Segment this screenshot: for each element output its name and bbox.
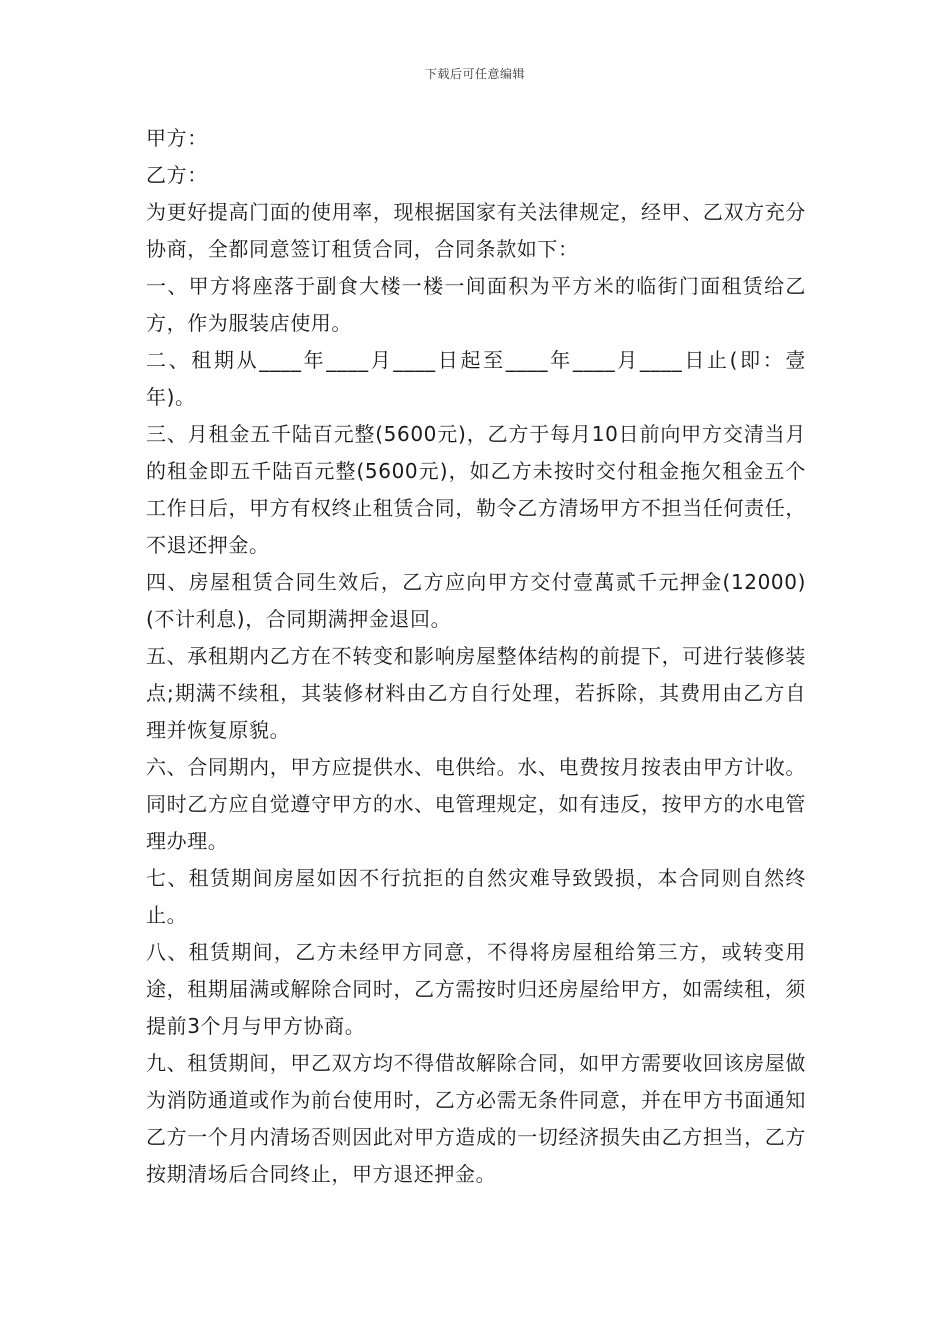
contract-body — [146, 120, 806, 1193]
clause-2: 二、租期从____年____月____日起至____年____月____日止(即：壹年)。 — [146, 348, 806, 409]
clause-9: 九、租赁期间，甲乙双方均不得借故解除合同，如甲方需要收回该房屋做为消防通道或作为前台使用时，乙方必需无条件同意，并在甲方书面通知乙方一个月内清场否则因此对甲方造成的一切经济损失由乙方担当，乙方按期清场后合同终止，甲方退还押金。 — [146, 1051, 806, 1186]
clause-7: 七、租赁期间房屋如因不行抗拒的自然灾难导致毁损，本合同则自然终止。 — [146, 866, 806, 927]
contract-intro: 为更好提高门面的使用率，现根据国家有关法律规定，经甲、乙双方充分协商，全都同意签订租赁合同，合同条款如下： — [146, 200, 806, 261]
page-header-note: 下载后可任意编辑 — [424, 67, 525, 81]
clause-6: 六、合同期内，甲方应提供水、电供给。水、电费按月按表由甲方计收。同时乙方应自觉遵守甲方的水、电管理规定，如有违反，按甲方的水电管理办理。 — [146, 755, 806, 853]
clause-3: 三、月租金五千陆百元整(5600元)，乙方于每月10日前向甲方交清当月的租金即五千陆百元整(5600元)，如乙方未按时交付租金拖欠租金五个工作日后，甲方有权终止租赁合同，勒令乙方清场甲方不担当任何责任，不退还押金。 — [146, 422, 806, 557]
clause-5: 五、承租期内乙方在不转变和影响房屋整体结构的前提下，可进行装修装点;期满不续租，其装修材料由乙方自行处理，若拆除，其费用由乙方自理并恢复原貌。 — [146, 644, 806, 742]
clause-4: 四、房屋租赁合同生效后，乙方应向甲方交付壹萬贰千元押金(12000)(不计利息)，合同期满押金退回。 — [146, 570, 806, 631]
clause-1: 一、甲方将座落于副食大楼一楼一间面积为平方米的临街门面租赁给乙方，作为服装店使用。 — [146, 274, 806, 335]
party-b-line: 乙方： — [146, 163, 208, 187]
clause-8: 八、租赁期间，乙方未经甲方同意，不得将房屋租给第三方，或转变用途，租期届满或解除合同时，乙方需按时归还房屋给甲方，如需续租，须提前3个月与甲方协商。 — [146, 940, 806, 1038]
party-a-line: 甲方： — [146, 126, 208, 150]
